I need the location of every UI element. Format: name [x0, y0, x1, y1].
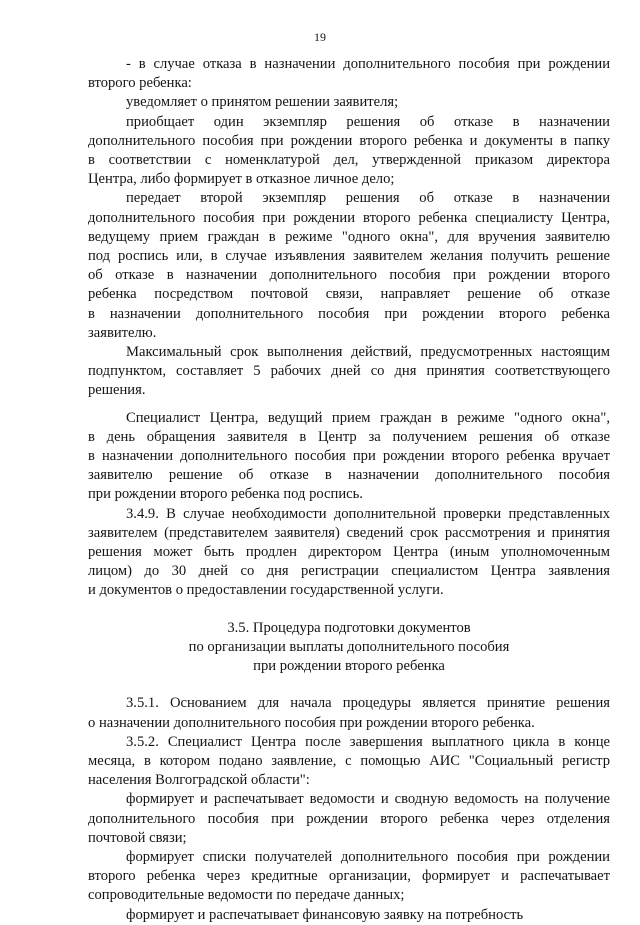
text-line: решения. — [88, 382, 146, 399]
paragraph — [88, 694, 610, 732]
text-line: дополнительного пособия при рождении второго ребенка специалисту Центра, — [88, 209, 610, 226]
text-line: уведомляет о принятом решении заявителя; — [126, 94, 399, 111]
body-text — [88, 55, 610, 925]
text-line: решения может быть продлен директором Центра (иным уполномоченным — [88, 544, 610, 561]
text-line: дополнительного пособия при рождении второго ребенка и документы в папку — [88, 132, 610, 149]
text-line: населения Волгоградской области": — [88, 772, 310, 789]
text-line: 3.4.9. В случае необходимости дополнительной проверки представленных — [126, 505, 610, 522]
text-line: месяца, в котором подано заявление, с помощью АИС "Социальный регистр — [88, 752, 610, 769]
text-line: формирует и распечатывает финансовую заявку на потребность — [126, 906, 524, 923]
text-line: заявителю решение об отказе в назначении дополнительного пособия — [88, 467, 610, 484]
paragraph — [88, 733, 610, 791]
paragraph — [88, 505, 610, 601]
text-line: при рождении второго ребенка под роспись. — [88, 486, 363, 503]
paragraph — [88, 55, 610, 93]
text-line: заявителю. — [88, 324, 157, 341]
section-title-line: при рождении второго ребенка — [253, 658, 445, 675]
text-line: в соответствии с номенклатурой дел, утвержденной приказом директора — [88, 152, 610, 169]
text-line: второго ребенка: — [88, 75, 192, 92]
text-line: в назначении дополнительного пособия при рождении второго ребенка вручает — [88, 448, 610, 465]
text-line: подпунктом, составляет 5 рабочих дней со дня принятия соответствующего — [88, 363, 610, 380]
text-line: приобщает один экземпляр решения об отказе в назначении — [126, 113, 610, 130]
section-title-line: 3.5. Процедура подготовки документов — [227, 619, 471, 636]
paragraph — [88, 189, 610, 343]
text-line: в день обращения заявителя в Центр за получением решения об отказе — [88, 428, 610, 445]
text-line: ребенка посредством почтовой связи, направляет решение об отказе — [88, 286, 610, 303]
section-title — [88, 619, 610, 677]
paragraph-group-middle — [88, 409, 610, 601]
text-line: сопроводительные ведомости по передаче данных; — [88, 887, 405, 904]
paragraph-spacer — [88, 401, 610, 409]
text-line: передает второй экземпляр решения об отказе в назначении — [126, 190, 610, 207]
text-line: формирует списки получателей дополнительного пособия при рождении — [126, 848, 610, 865]
text-line: - в случае отказа в назначении дополнительного пособия при рождении — [126, 56, 610, 72]
page-number: 19 — [314, 30, 326, 44]
text-line: об отказе в назначении дополнительного пособия при рождении второго — [88, 267, 610, 284]
text-line: второго ребенка через кредитные организации, формирует и распечатывает — [88, 868, 610, 885]
text-line: лицом) до 30 дней со дня регистрации специалистом Центра заявления — [88, 563, 610, 580]
text-line: почтовой связи; — [88, 829, 187, 846]
paragraph — [88, 848, 610, 906]
paragraph-group-top — [88, 55, 610, 401]
paragraph — [88, 113, 610, 190]
text-line: в назначении дополнительного пособия при рождении второго ребенка — [88, 305, 610, 322]
paragraph — [88, 906, 610, 925]
text-line: Специалист Центра, ведущий прием граждан в режиме "одного окна", — [126, 409, 610, 426]
text-line: дополнительного пособия при рождении второго ребенка через отделения — [88, 810, 610, 827]
section-title-line: по организации выплаты дополнительного пособия — [188, 638, 510, 655]
section-spacer — [88, 601, 610, 619]
section-spacer — [88, 676, 610, 694]
text-line: ведущему прием граждан в режиме "одного окна", для вручения заявителю — [88, 228, 610, 245]
paragraph — [88, 93, 610, 112]
text-line: Максимальный срок выполнения действий, предусмотренных настоящим — [126, 344, 610, 361]
text-line: Центра, либо формирует в отказное личное дело; — [88, 171, 395, 188]
text-line: о назначении дополнительного пособия при рождении второго ребенка. — [88, 714, 535, 731]
text-line: заявителем (представителем заявителя) сведений срок рассмотрения и принятия — [88, 524, 610, 541]
text-line: и документов о предоставлении государственной услуги. — [88, 582, 444, 599]
text-line: 3.5.1. Основанием для начала процедуры является принятие решения — [126, 695, 610, 712]
paragraph — [88, 343, 610, 401]
text-line: формирует и распечатывает ведомости и сводную ведомость на получение — [126, 791, 610, 808]
paragraph-group-bottom — [88, 694, 610, 924]
paragraph — [88, 409, 610, 505]
paragraph — [88, 790, 610, 848]
text-line: под роспись или, в случае изъявления заявителем желания получить решение — [88, 248, 610, 265]
text-line: 3.5.2. Специалист Центра после завершения выплатного цикла в конце — [126, 733, 610, 750]
